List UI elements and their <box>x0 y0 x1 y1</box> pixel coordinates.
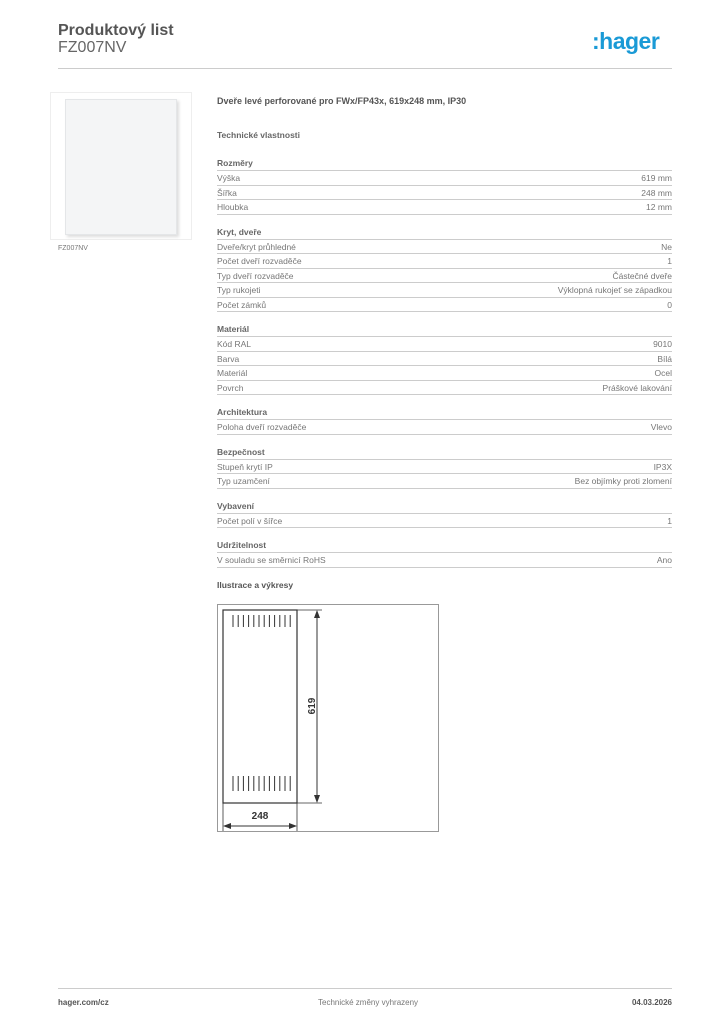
spec-row <box>217 366 672 381</box>
spec-value: Ne <box>661 241 672 252</box>
spec-value: Bílá <box>657 353 672 364</box>
header-divider <box>58 68 672 69</box>
spec-value: IP3X <box>653 461 672 472</box>
spec-section <box>217 499 672 529</box>
spec-value: Vlevo <box>650 422 672 432</box>
spec-label: Poloha dveří rozvaděče <box>217 422 307 432</box>
spec-sections <box>217 156 672 568</box>
product-details <box>217 96 672 590</box>
section-heading: Udržitelnost <box>217 538 672 553</box>
spec-value: Výklopná rukojeť se západkou <box>557 285 672 295</box>
section-heading: Rozměry <box>217 156 672 171</box>
product-code: FZ007NV <box>58 39 127 56</box>
door-outline <box>223 610 297 803</box>
section-heading: Materiál <box>217 322 672 337</box>
hager-logo: :hager <box>592 28 660 54</box>
illustration-title: Ilustrace a výkresy <box>217 579 294 590</box>
tech-title: Technické vlastnosti <box>217 130 300 140</box>
spec-label: V souladu se směrnicí RoHS <box>217 555 326 565</box>
spec-label: Stupeň krytí IP <box>217 461 273 472</box>
spec-value: Bez objímky proti zlomení <box>574 476 672 486</box>
page-title: Produktový list <box>58 22 174 39</box>
spec-row <box>217 460 672 475</box>
spec-row <box>217 186 672 201</box>
spec-value: 9010 <box>653 339 672 349</box>
spec-value: Práškové lakování <box>602 382 672 393</box>
spec-row <box>217 381 672 396</box>
spec-row <box>217 240 672 255</box>
spec-section <box>217 405 672 435</box>
section-heading: Vybavení <box>217 499 672 514</box>
spec-row <box>217 283 672 298</box>
spec-value: 248 mm <box>641 187 672 198</box>
product-description: Dveře levé perforované pro FWx/FP43x, 619x248 mm, IP30 <box>217 96 467 106</box>
spec-row <box>217 337 672 352</box>
spec-label: Šířka <box>217 187 237 198</box>
spec-row <box>217 514 672 529</box>
spec-value: Částečné dveře <box>612 270 672 281</box>
spec-row <box>217 200 672 215</box>
spec-row <box>217 474 672 489</box>
spec-row <box>217 298 672 313</box>
spec-label: Výška <box>217 173 241 183</box>
technical-drawing <box>217 604 439 832</box>
product-image <box>50 92 192 240</box>
spec-label: Počet polí v šířce <box>217 515 283 526</box>
spec-section <box>217 225 672 313</box>
spec-value: 1 <box>667 515 672 526</box>
spec-section <box>217 322 672 395</box>
spec-row <box>217 171 672 186</box>
spec-value: Ocel <box>654 368 672 378</box>
spec-row <box>217 420 672 435</box>
section-heading: Bezpečnost <box>217 445 672 460</box>
section-heading: Architektura <box>217 405 672 420</box>
spec-row <box>217 553 672 568</box>
spec-value: Ano <box>656 555 672 565</box>
spec-label: Hloubka <box>217 202 249 212</box>
spec-section <box>217 156 672 215</box>
footer-website[interactable]: hager.com/cz <box>58 998 109 1007</box>
spec-section <box>217 538 672 568</box>
spec-label: Počet dveří rozvaděče <box>217 256 302 266</box>
door-picture <box>65 99 177 235</box>
footer-note: Technické změny vyhrazeny <box>318 998 419 1007</box>
spec-label: Materiál <box>217 368 248 378</box>
footer-divider <box>58 988 672 989</box>
spec-label: Počet zámků <box>217 299 267 310</box>
height-label: 619 <box>307 697 318 715</box>
spec-row <box>217 352 672 367</box>
spec-section <box>217 445 672 489</box>
spec-value: 0 <box>667 299 672 310</box>
spec-label: Typ uzamčení <box>217 476 270 486</box>
spec-label: Kód RAL <box>217 339 252 349</box>
spec-label: Barva <box>217 353 240 364</box>
spec-value: 1 <box>667 256 672 266</box>
drawing-svg <box>218 605 440 833</box>
width-label: 248 <box>251 811 269 822</box>
section-heading: Kryt, dveře <box>217 225 672 240</box>
spec-label: Dveře/kryt průhledné <box>217 241 296 252</box>
footer-date: 04.03.2026 <box>631 998 672 1007</box>
spec-label: Typ dveří rozvaděče <box>217 270 294 281</box>
perforations <box>233 615 290 791</box>
spec-label: Typ rukojeti <box>217 285 261 295</box>
spec-row <box>217 254 672 269</box>
spec-value: 619 mm <box>641 173 672 183</box>
spec-row <box>217 269 672 284</box>
image-caption: FZ007NV <box>58 245 88 252</box>
spec-value: 12 mm <box>646 202 672 212</box>
spec-label: Povrch <box>217 382 244 393</box>
